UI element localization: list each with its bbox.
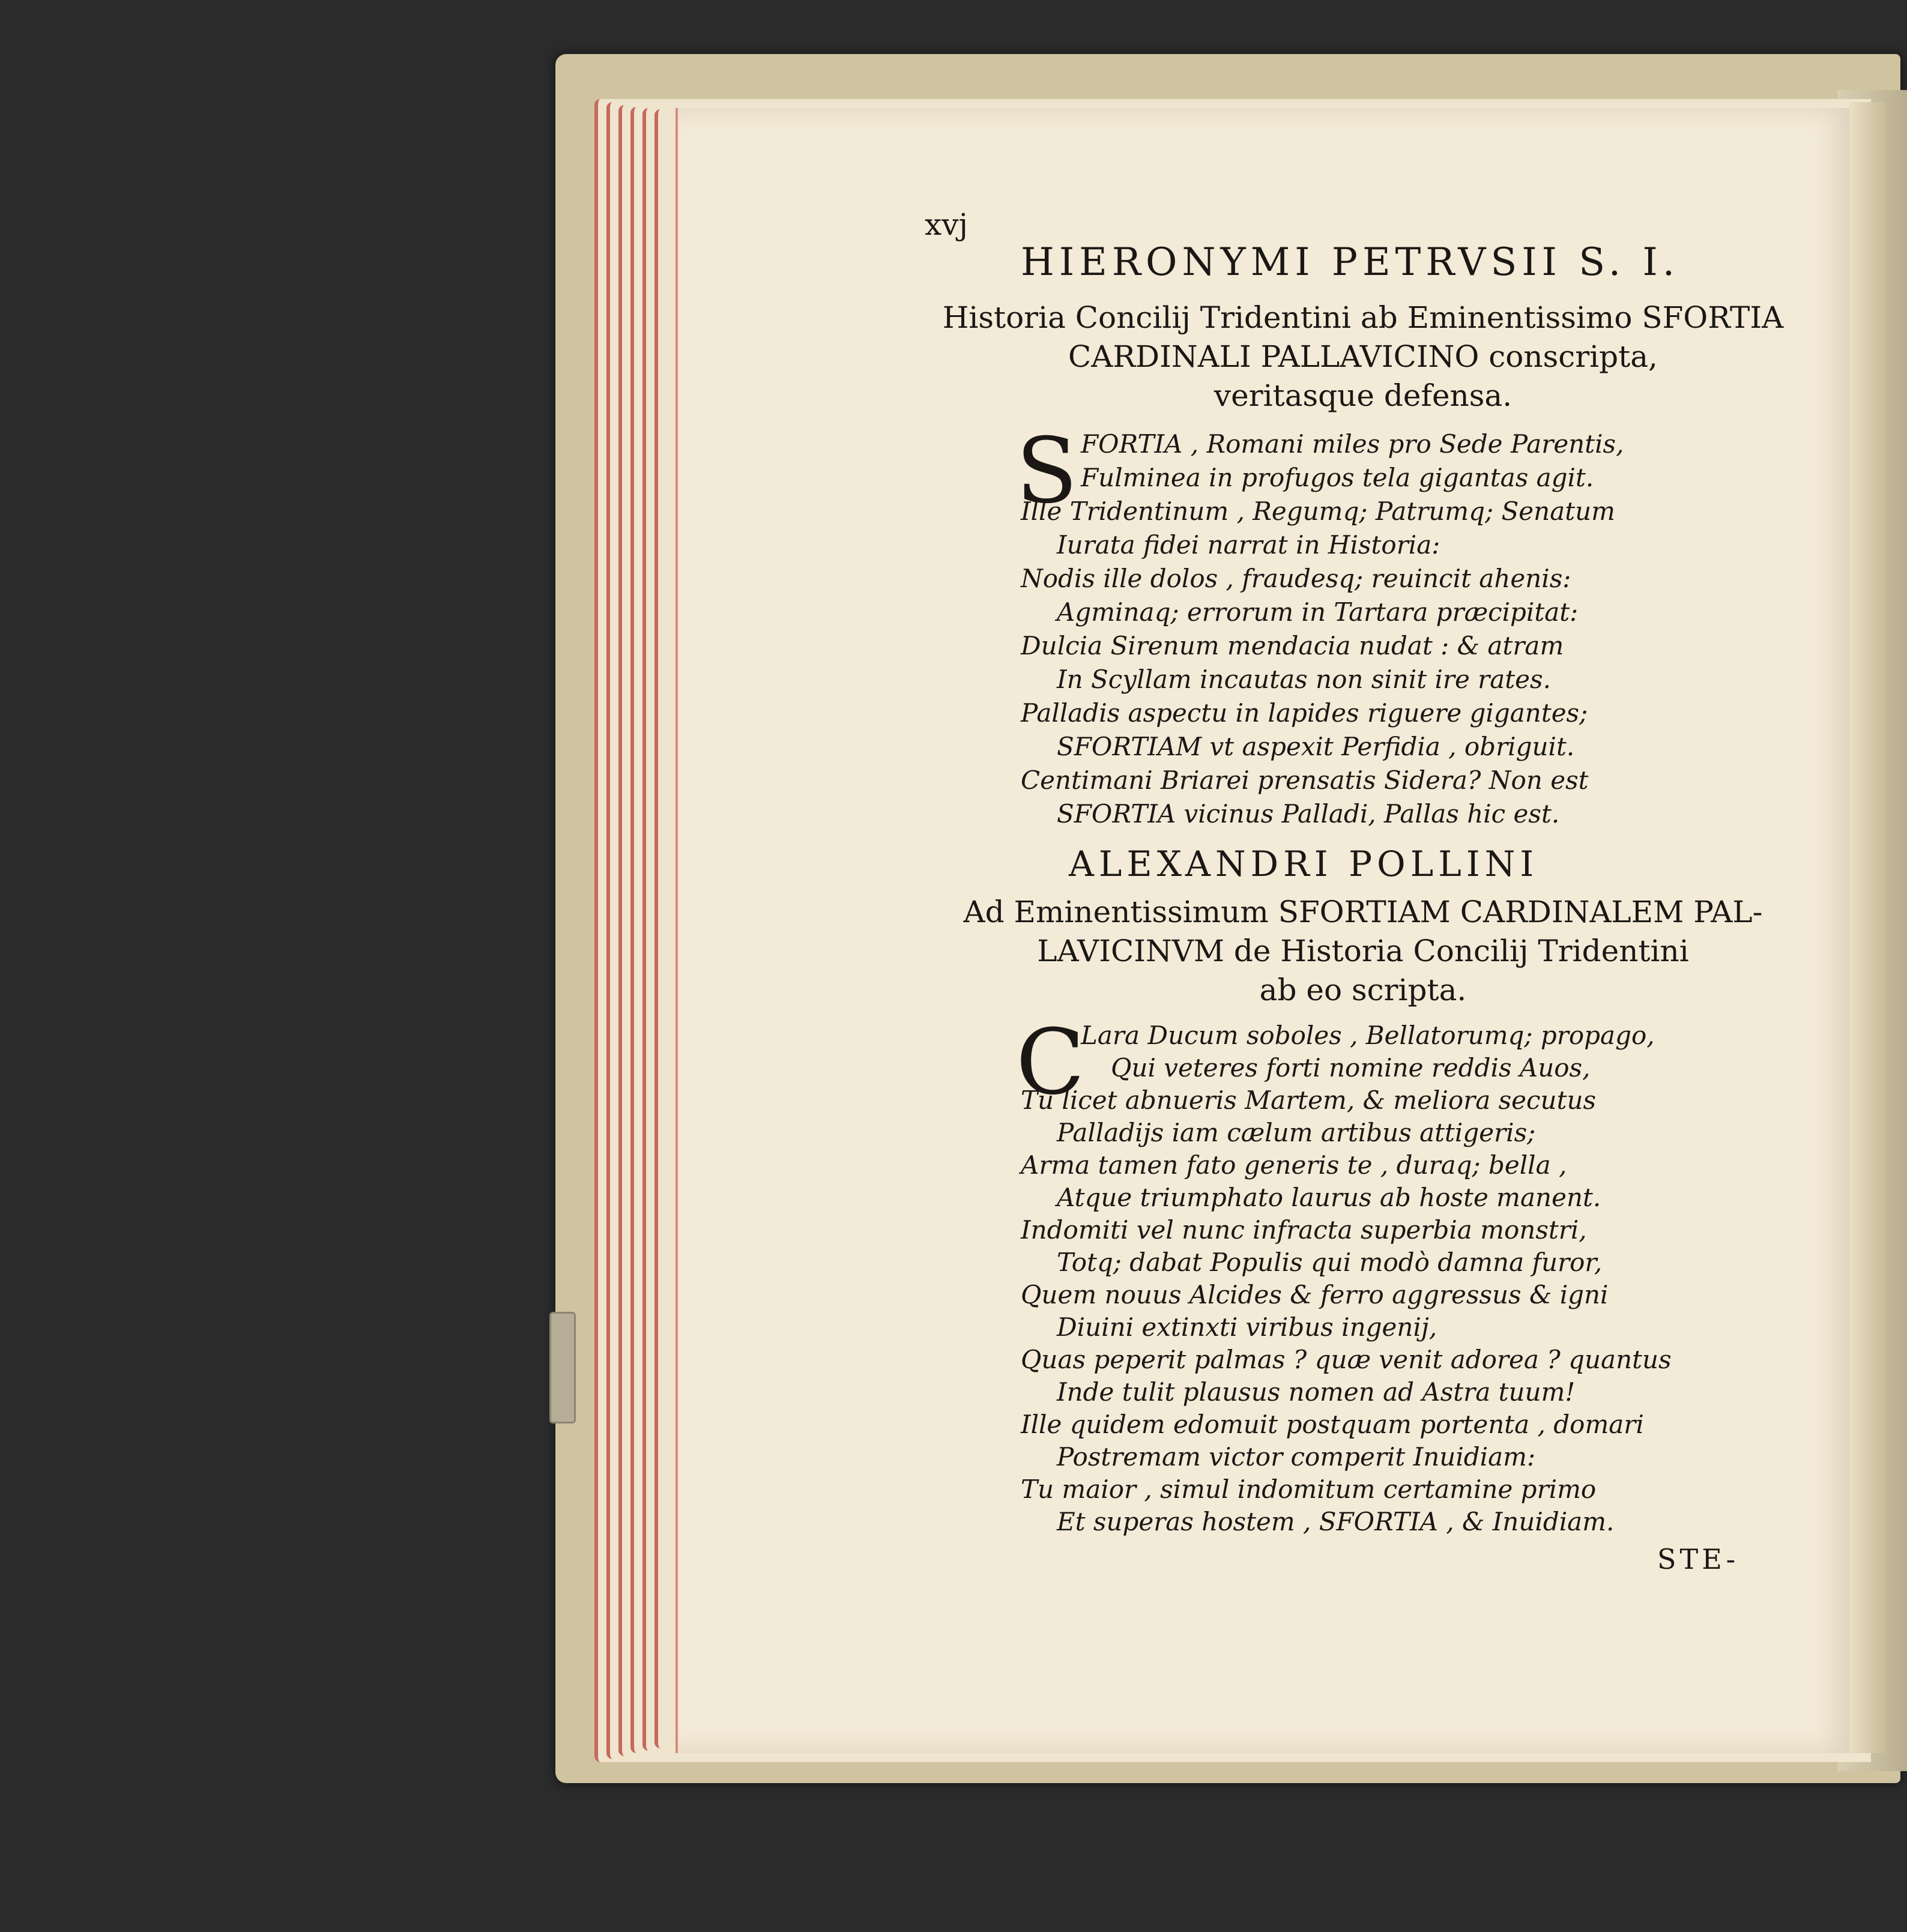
section1-dropcap: S: [1016, 419, 1078, 524]
section1-subtitle-line: Historia Concilij Tridentini ab Eminentissimo SFORTIA: [942, 300, 1784, 335]
poem-line: Quas peperit palmas ? quæ venit adorea ? quantus: [1021, 1345, 1672, 1374]
section2-subtitle-line: LAVICINVM de Historia Concilij Tridentini: [1037, 934, 1689, 968]
poem-line: Qui veteres forti nomine reddis Auos,: [1111, 1053, 1591, 1082]
section2-heading: ALEXANDRI POLLINI: [1069, 844, 1539, 884]
poem-line: SFORTIA vicinus Palladi, Pallas hic est.: [1057, 799, 1560, 829]
section1-subtitle-line: CARDINALI PALLAVICINO conscripta,: [1068, 339, 1658, 374]
poem-line: Ille quidem edomuit postquam portenta , domari: [1021, 1410, 1644, 1439]
poem-line: Ille Tridentinum , Regumq; Patrumq; Senatum: [1021, 497, 1615, 526]
poem-line: Et superas hostem , SFORTIA , & Inuidiam.: [1057, 1507, 1615, 1536]
poem-line: Tu maior , simul indomitum certamine primo: [1021, 1475, 1597, 1504]
poem-line: Arma tamen fato generis te , duraq; bella ,: [1021, 1150, 1567, 1180]
poem-line: Palladis aspectu in lapides riguere gigantes;: [1021, 698, 1588, 728]
poem-line: Nodis ille dolos , fraudesq; reuincit ahenis:: [1021, 564, 1571, 593]
section2-subtitle-line: Ad Eminentissimum SFORTIAM CARDINALEM PAL-: [963, 895, 1763, 929]
section2-dropcap: C: [1016, 1010, 1085, 1115]
poem-line: Dulcia Sirenum mendacia nudat : & atram: [1021, 631, 1564, 660]
catchword: STE-: [1657, 1543, 1739, 1575]
poem-line: Indomiti vel nunc infracta superbia monstri,: [1021, 1215, 1587, 1245]
poem-line: Atque triumphato laurus ab hoste manent.: [1057, 1183, 1601, 1212]
poem-line: Agminaq; errorum in Tartara præcipitat:: [1057, 597, 1579, 627]
poem-line: Diuini extinxti viribus ingenij,: [1057, 1312, 1437, 1342]
poem-line: Inde tulit plausus nomen ad Astra tuum!: [1057, 1377, 1576, 1407]
poem-line: Lara Ducum soboles , Bellatorumq; propago,: [1081, 1021, 1655, 1050]
section1-heading: HIERONYMI PETRVSII S. I.: [1021, 240, 1680, 285]
poem-line: In Scyllam incautas non sinit ire rates.: [1057, 665, 1551, 694]
section1-subtitle-line: veritasque defensa.: [1213, 378, 1513, 413]
poem-line: Centimani Briarei prensatis Sidera? Non est: [1021, 765, 1589, 795]
clasp-icon: [549, 1312, 576, 1423]
poem-line: Iurata fidei narrat in Historia:: [1057, 530, 1440, 560]
poem-line: FORTIA , Romani miles pro Sede Parentis,: [1081, 429, 1624, 459]
page-number: xvj: [925, 207, 968, 242]
poem-line: Palladijs iam cælum artibus attigeris;: [1057, 1118, 1536, 1147]
poem-line: Totq; dabat Populis qui modò damna furor,: [1057, 1248, 1603, 1277]
poem-line: Quem nouus Alcides & ferro aggressus & igni: [1021, 1280, 1609, 1309]
poem-line: SFORTIAM vt aspexit Perfidia , obriguit.: [1057, 732, 1575, 761]
gutter-fold: [1849, 102, 1885, 1753]
section2-subtitle-line: ab eo scripta.: [1259, 973, 1467, 1007]
poem-line: Postremam victor comperit Inuidiam:: [1057, 1442, 1536, 1472]
poem-line: Tu licet abnueris Martem, & meliora secutus: [1021, 1085, 1597, 1115]
poem-line: Fulminea in profugos tela gigantas agit.: [1081, 463, 1594, 492]
